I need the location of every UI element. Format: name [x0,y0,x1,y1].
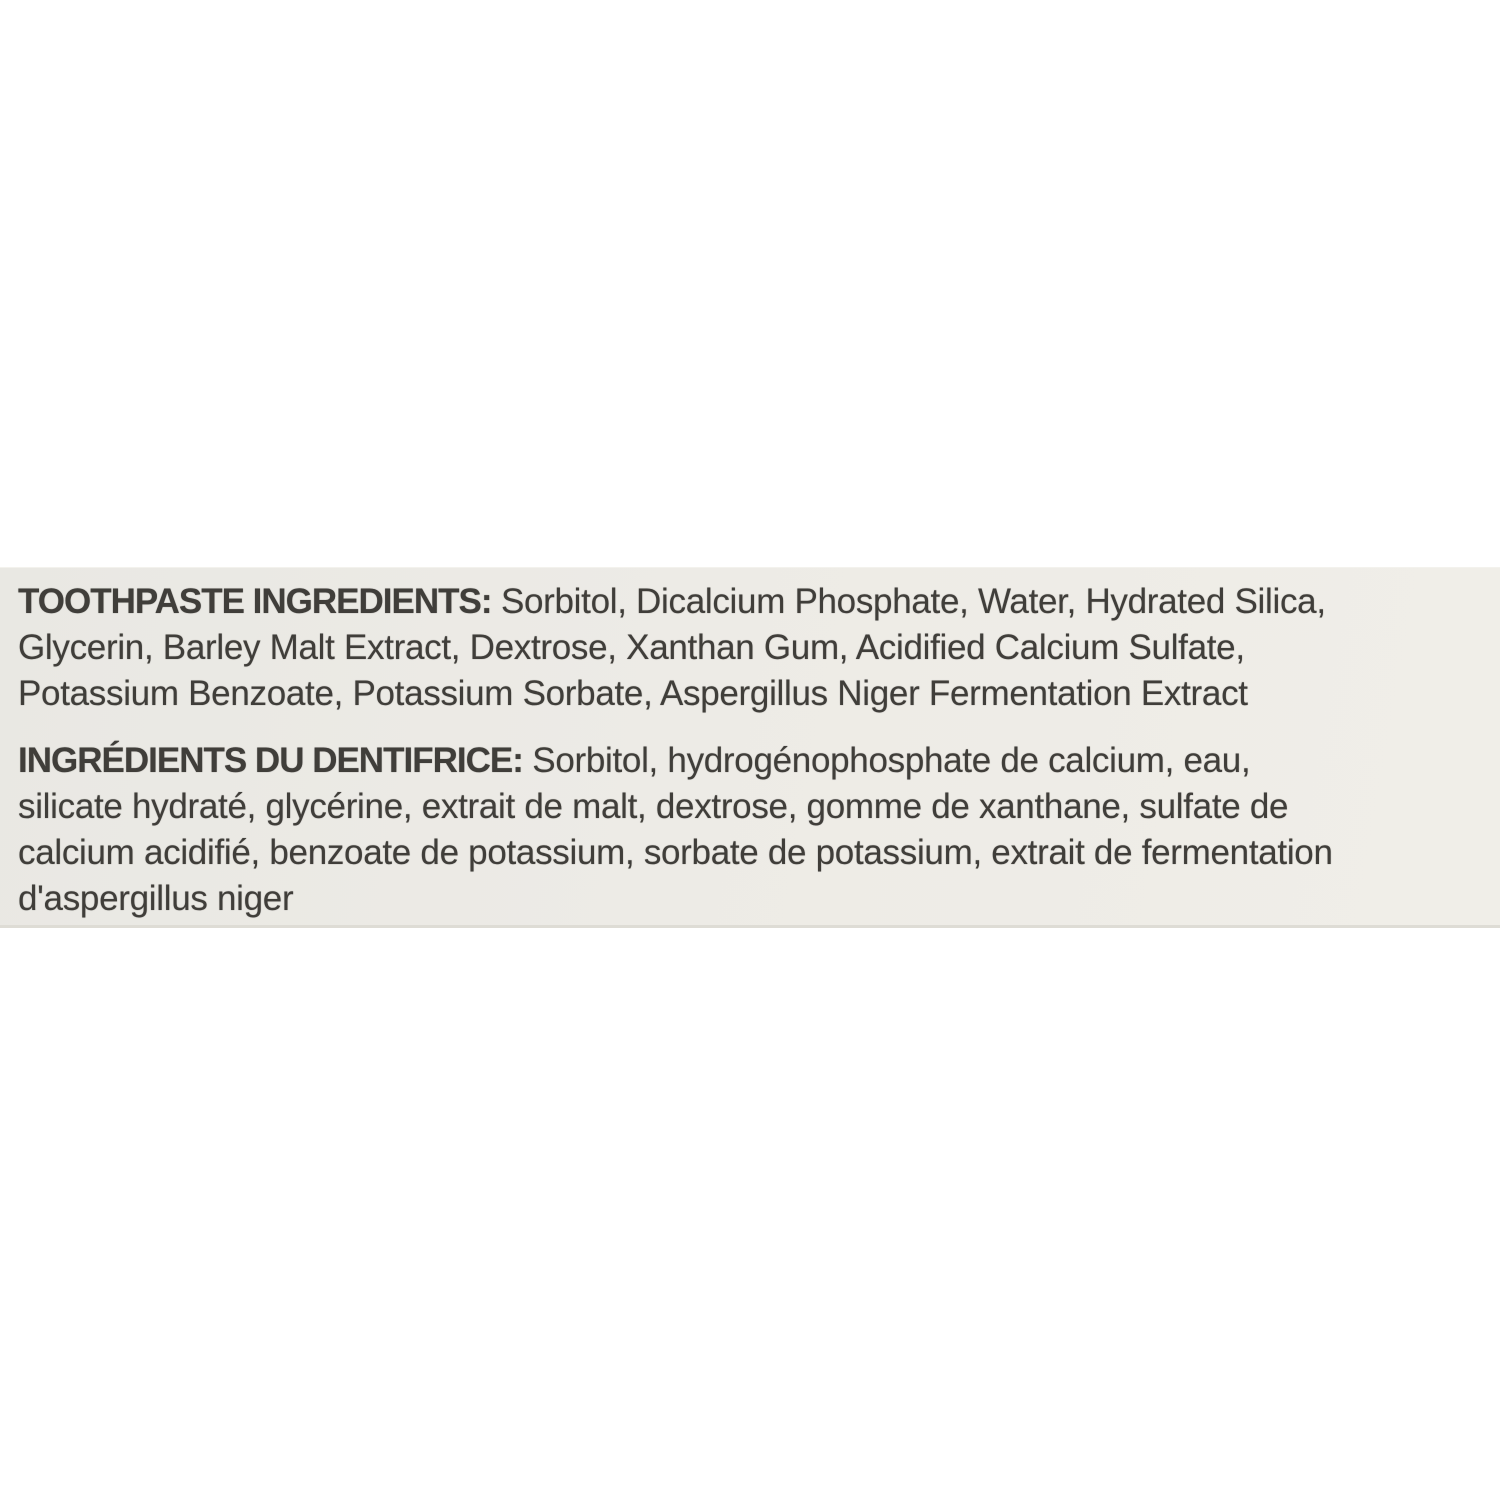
label-line [18,579,1500,625]
label-line [18,738,1500,784]
label-line: d'aspergillus niger [18,879,294,918]
label-line: calcium acidifié, benzoate de potassium, sorbate de potassium, extrait de fermentation [18,833,1333,872]
english-heading: TOOTHPASTE INGREDIENTS: [18,582,492,621]
label-line: Potassium Benzoate, Potassium Sorbate, Aspergillus Niger Fermentation Extract [18,674,1248,713]
ingredients-french [18,738,1500,922]
label-line: silicate hydraté, glycérine, extrait de malt, dextrose, gomme de xanthane, sulfate de [18,787,1289,826]
french-heading: INGRÉDIENTS DU DENTIFRICE: [18,741,523,780]
ingredients-english [18,579,1500,717]
english-line1-rest: Sorbitol, Dicalcium Phosphate, Water, Hydrated Silica, [491,582,1326,621]
ingredients-panel [0,567,1500,928]
french-line1-rest: Sorbitol, hydrogénophosphate de calcium, eau, [522,741,1251,780]
label-line: Glycerin, Barley Malt Extract, Dextrose, Xanthan Gum, Acidified Calcium Sulfate, [18,628,1245,667]
